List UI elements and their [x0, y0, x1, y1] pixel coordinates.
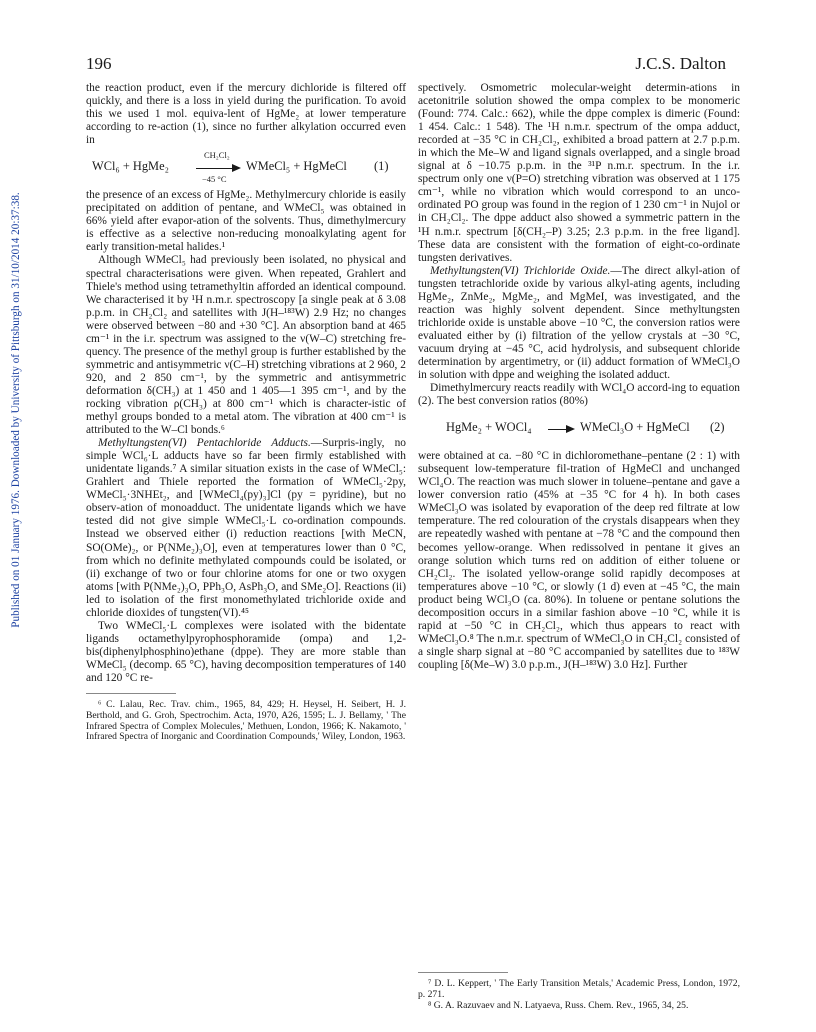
download-notice-link[interactable]: Published on 01 January 1976. Downloaded by University of Pittsburgh on 31/10/2014 20:37:38. [10, 192, 22, 628]
footnote: ⁶ C. Lalau, Rec. Trav. chim., 1965, 84, 429; H. Heysel, H. Seibert, H. J. Berthold, and G. Groh, Spectrochim. Acta, 1970, A26, 1595; L. J. Bellamy, ' The Infrared Spectra of Complex Molecules,' Methuen, London, 1966; K. Nakamoto, ' Infrared Spectra of Inorganic and Coordination Compounds,' Wiley, London, 1963. [86, 699, 406, 743]
right-footnotes [418, 964, 740, 1011]
footnote: ⁸ G. A. Razuvaev and N. Latyaeva, Russ. Chem. Rev., 1965, 34, 25. [428, 999, 689, 1011]
paragraph: spectively. Osmometric molecular-weight determin-ations in acetonitrile solution showed the ompa complex to be monomeric (Found: 774. Calc.: 662), while the dppe complex is dimeric (Found: 1 454. Calc.: 1 548). The ¹H n.m.r. spectrum of the ompa adduct, recorded at −35 °C in CH₂Cl₂, exhibited a broad pattern at 2.7 p.p.m. in which the Me–W and ligand signals overlapped, and a single broad signal at δ −10.75 p.p.m. in the ³¹P n.m.r. spectrum. In the i.r. spectrum only one ν(P=O) stretching vibration was observed at 1 175 cm⁻¹, while no vibration which would correspond to an unco-ordinated PO group was found in the region of 1 230 cm⁻¹ in Nujol or in CH₂Cl₂. The dppe adduct also showed a symmetric pattern in the ¹H n.m.r. spectrum [δ(CH₂–P) 3.25; 2.3 p.p.m. in the free ligand]. These data are consistent with the formation of eight-co-ordinate tungsten derivatives. [418, 82, 740, 264]
page-number: 196 [86, 54, 112, 73]
equation-rhs: WMeCl₃O + HgMeCl [580, 420, 690, 435]
reaction-arrow [196, 168, 234, 169]
section-heading: Methyltungsten(VI) Trichloride Oxide. [430, 264, 611, 277]
paragraph: Methyltungsten(VI) Pentachloride Adducts.—Surpris-ingly, no simple WCl₆·L adducts have so far been firmly established with unidentate ligands.⁷ A similar situation exists in the case of WMeCl₅: Grahlert and Thiele reported the formation of WMeCl₅·2py, WMeCl₅·3NHEt₂, and [WMeCl₄(py)₃]Cl (py = pyridine), but no observ-ation of monoadduct. The unidentate ligands which we have tested did not give simple WMeCl₅·L co-ordination compounds. Instead we observed either (i) reduction reactions [with MeCN, SO(OMe)₂, or P(NMe₂)₃O], even at temperatures lower than 0 °C, from which no definite methylated compounds could be isolated, or (ii) exchange of two or four chlorine atoms for one or two oxygen atoms [with P(NMe₂)₃O, PPh₃O, AsPh₃O, and SMe₂O]. Reactions (ii) led to isolation of the first monomethylated trichloride oxide and chloride dioxides of tungsten(VI).⁴⁵ [86, 437, 407, 619]
arrow-head-icon [232, 164, 241, 172]
equation-solvent: CH₂Cl₂ [204, 150, 230, 161]
right-column [418, 82, 740, 672]
footnote: ⁷ D. L. Keppert, ' The Early Transition Metals,' Academic Press, London, 1972, p. 271. [418, 978, 740, 1000]
footnote-divider [86, 693, 176, 694]
paragraph: the presence of an excess of HgMe₂. Methylmercury chloride is easily precipitated on addition of pentane, and WMeCl₅ was obtained in 66% yield after evapor-ation of the solvents. Thus, dimethylmercury is effective as a selective non-reducing monoalkylating agent for early transition-metal halides.¹ [86, 189, 406, 254]
section-heading: Methyltungsten(VI) Pentachloride Adducts. [98, 437, 311, 450]
paragraph: were obtained at ca. −80 °C in dichloromethane–pentane (2 : 1) with subsequent low-temperature fil-tration of HgMeCl and unchanged WCl₄O. The reaction was much slower in toluene–pentane and gave a lower conversion ratio (45% at −35 °C for 4 h). In both cases WMeCl₃O was isolated by evaporation of the deep red filtrate at low temperature. The red colouration of the crystals disappears when they are repeatedly washed with pentane at −78 °C and the compound then becomes yellow-orange. When redissolved in pentane it gives an orange solution which turns red on addition of either toluene or CH₂Cl₂. The isolated yellow-orange solid rapidly decomposes at temperatures above −10 °C, or slowly (1 d) even at −45 °C, the main product being WCl₃O (ca. 80%). In toluene or pentane solutions the decomposition occurs in a similar fashion above −10 °C, while it is rapid at −50 °C in CH₂Cl₂, which thus appears to react with WMeCl₃O.⁸ The n.m.r. spectrum of WMeCl₃O in CH₂Cl₂ consisted of a single sharp signal at −80 °C accompanied by satellites due to ¹⁸³W coupling [δ(Me–W) 3.0 p.p.m., J(H–¹⁸³W) 3.0 Hz]. Further [418, 450, 740, 671]
equation-2 [418, 408, 740, 450]
footnote-divider [418, 972, 508, 973]
equation-temperature: −45 °C [202, 174, 227, 185]
equation-rhs: WMeCl₅ + HgMeCl [246, 159, 347, 174]
left-column [86, 82, 406, 743]
equation-number: (1) [374, 159, 389, 174]
equation-lhs: WCl₆ + HgMe₂ [92, 159, 169, 174]
paragraph: Although WMeCl₅ had previously been isolated, no physical and spectral characterisations were given. When repeated, Grahlert and Thiele's method using tetramethyltin afforded an identical compound. We characterised it by ¹H n.m.r. spectroscopy [a single peak at δ 3.08 p.p.m. in CH₂Cl₂ and satellites with J(H–¹⁸³W) 2.9 Hz; no changes were observed between −80 and +30 °C]. An absorption band at 465 cm⁻¹ in the i.r. spectrum was assigned to the ν(W–C) stretching fre-quency. The presence of the methyl group is further established by the symmetric and antisymmetric ν(C–H) stretching vibrations at 2 960, 2 920, and 2 850 cm⁻¹, by the symmetric and antisymmetric deformation δ(CH₃) at 1 450 and 1 405—1 395 cm⁻¹, and by the rocking vibration ρ(CH₃) at 800 cm⁻¹ which is character-istic of methyl groups bonded to a metal atom. The vibration at 400 cm⁻¹ is attributed to the W–Cl bonds.⁶ [86, 254, 406, 437]
paragraph: Methyltungsten(VI) Trichloride Oxide.—The direct alkyl-ation of tungsten tetrachloride oxide by various alkyl-ating agents, including HgMe₂, ZnMe₂, MgMe₂, and MgMeI, was investigated, and the reaction was highly solvent dependent. Since methyltungsten trichloride oxide is unstable above −10 °C, the conversion ratios were evaluated either by (i) filtration of the yellow crystals at −30 °C, vacuum drying at −45 °C, acid hydrolysis, and subsequent chloride determination by argentimetry, or (ii) adduct formation of WMeCl₃O in solution with dppe and weighing the isolated adduct. [418, 264, 740, 382]
equation-lhs: HgMe₂ + WOCl₄ [446, 420, 532, 435]
arrow-head-icon [566, 425, 575, 433]
paragraph: the reaction product, even if the mercury dichloride is filtered off quickly, and there is a loss in yield during the purification. To avoid this we used 1 mol. equiva-lent of HgMe₂ at lower temperature according to re-action (1), since no further alkylation occurred even in [86, 82, 406, 147]
reaction-arrow [548, 429, 568, 430]
equation-1 [86, 147, 406, 189]
paragraph: Two WMeCl₅·L complexes were isolated with the bidentate ligands octamethylpyrophosphoramide (ompa) and 1,2-bis(diphenylphosphino)ethane (dppe). They are more stable than WMeCl₅ (decomp. 65 °C), having decomposition temperatures of 140 and 120 °C re- [86, 619, 406, 684]
equation-number: (2) [710, 420, 725, 435]
paragraph: Dimethylmercury reacts readily with WCl₄O accord-ing to equation (2). The best conversion ratios (80%) [418, 382, 740, 408]
journal-title: J.C.S. Dalton [635, 54, 726, 73]
